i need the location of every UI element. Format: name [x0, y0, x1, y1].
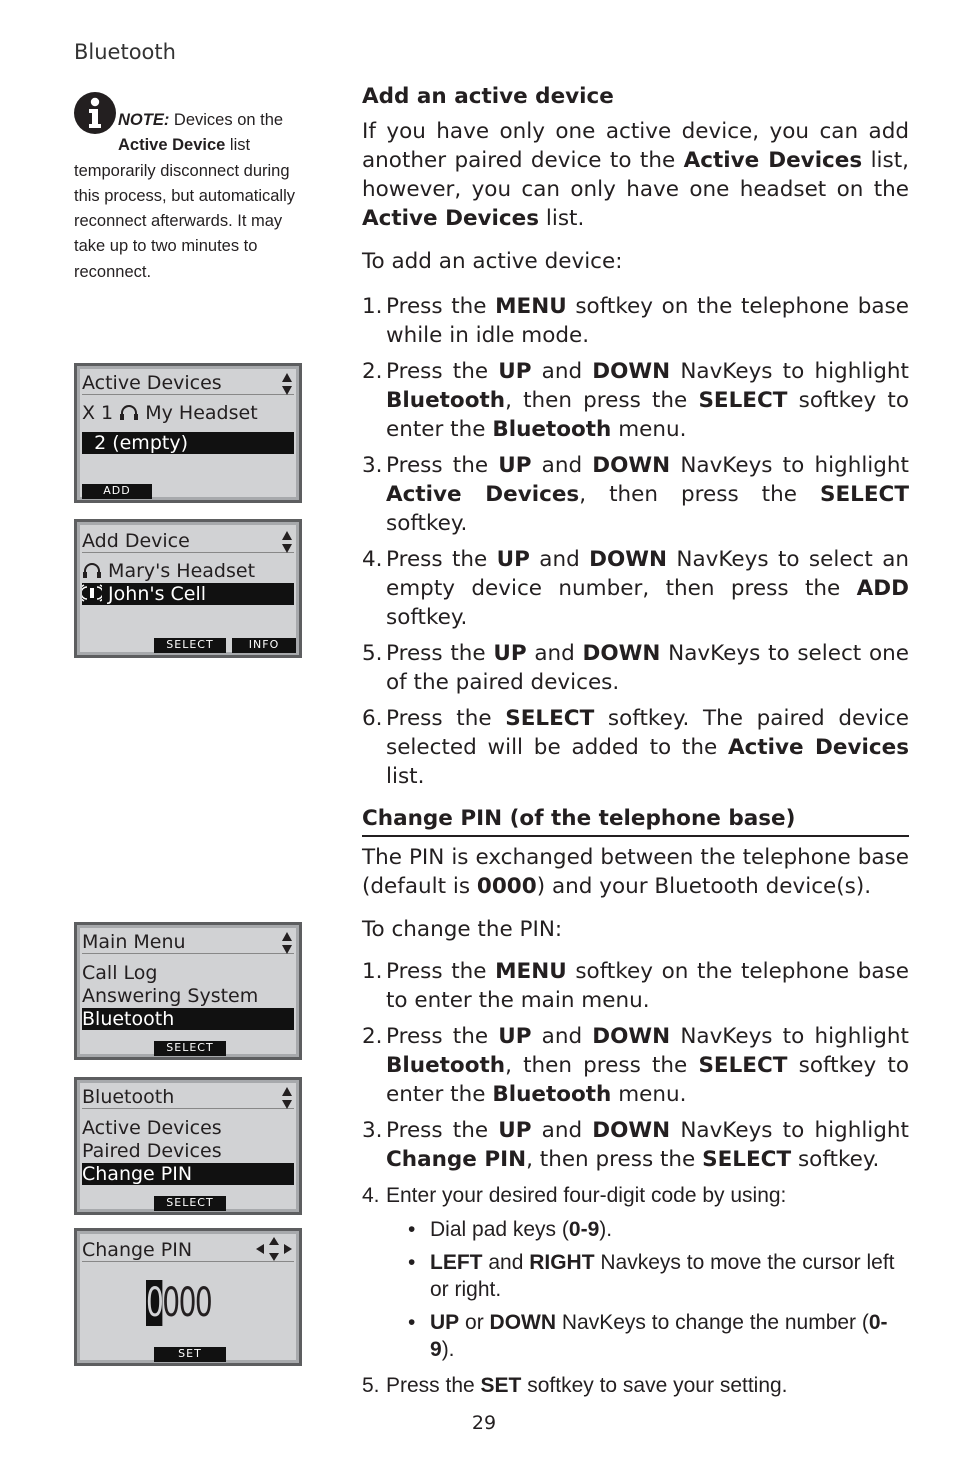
lcd-item-selected: Bluetooth: [82, 1008, 294, 1030]
list-item: 2. Press the UP and DOWN NavKeys to highlight Bluetooth, then press the SELECT softkey to enter the Bluetooth menu.: [362, 359, 909, 442]
headset-icon: [119, 403, 139, 421]
softkey-info: INFO: [232, 638, 296, 653]
softkey-set: SET: [154, 1347, 226, 1362]
lcd-title: Active Devices: [82, 372, 294, 395]
list-item: 3. Press the UP and DOWN NavKeys to highlight Change PIN, then press the SELECT softkey.: [362, 1118, 909, 1172]
cellphone-signal-icon: [82, 584, 102, 602]
pin-bullets: [406, 1216, 909, 1363]
lcd-bluetooth-menu: [74, 1077, 302, 1215]
list-item: • Dial pad keys (0-9).: [406, 1216, 909, 1243]
softkey-add: ADD: [82, 484, 152, 499]
lcd-title: Change PIN: [82, 1239, 294, 1262]
pin-display: 0000: [146, 1280, 212, 1326]
list-item: 3. Press the UP and DOWN NavKeys to highlight Active Devices, then press the SELECT softkey.: [362, 453, 909, 536]
pin-lead: To change the PIN:: [362, 917, 563, 942]
headset-icon: [82, 561, 102, 579]
lcd-item: Active Devices: [82, 1117, 222, 1139]
add-intro: If you have only one active device, you can add another paired device to the Active Devices list, however, you can only have one headset on the Active Devices list.: [362, 119, 909, 231]
updown-arrows-icon: [281, 1086, 293, 1110]
list-item: 1. Press the MENU softkey on the telephone base while in idle mode.: [362, 294, 909, 348]
pin-intro: The PIN is exchanged between the telephone base (default is 0000) and your Bluetooth device(s).: [362, 845, 909, 899]
list-item: 5. Press the UP and DOWN NavKeys to select one of the paired devices.: [362, 641, 909, 695]
list-item: • LEFT and RIGHT Navkeys to move the cursor left or right.: [406, 1249, 909, 1303]
lcd-change-pin: [74, 1228, 302, 1366]
heading-add-device: Add an active device: [362, 84, 614, 109]
lcd-item: X 1 My Headset: [82, 402, 258, 424]
lcd-item: Call Log: [82, 962, 158, 984]
lcd-add-device: [74, 519, 302, 658]
heading-change-pin: Change PIN (of the telephone base): [362, 804, 909, 837]
updown-arrows-icon: [281, 931, 293, 955]
list-item: 5. Press the SET softkey to save your setting.: [362, 1374, 788, 1397]
softkey-select: SELECT: [154, 638, 226, 653]
main-content: [362, 82, 909, 1400]
note-box: NOTE: Devices on theActive Device list temporarily disconnect during this process, but automatically reconnect afterwards. It may take up to two minutes to reconnect.: [74, 92, 304, 285]
lcd-item: Paired Devices: [82, 1140, 222, 1162]
section-label: Bluetooth: [74, 40, 176, 64]
lcd-main-menu: [74, 922, 302, 1060]
add-lead: To add an active device:: [362, 249, 623, 274]
lcd-item: Mary's Headset: [82, 560, 294, 582]
softkey-select: SELECT: [154, 1041, 226, 1056]
pin-steps: [362, 957, 909, 1210]
lcd-item-selected: Change PIN: [82, 1163, 294, 1185]
list-item: 2. Press the UP and DOWN NavKeys to highlight Bluetooth, then press the SELECT softkey to enter the Bluetooth menu.: [362, 1024, 909, 1107]
lcd-item-selected: 2 (empty): [82, 432, 294, 454]
pin-step5: [362, 1371, 909, 1400]
note-label: NOTE:: [118, 111, 170, 129]
softkey-select: SELECT: [154, 1196, 226, 1211]
updown-arrows-icon: [281, 372, 293, 396]
list-item: 1. Press the MENU softkey on the telephone base to enter the main menu.: [362, 959, 909, 1013]
list-item: • UP or DOWN NavKeys to change the number (0-9).: [406, 1309, 909, 1363]
page-number: 29: [471, 1412, 497, 1434]
info-icon: [74, 92, 116, 134]
lcd-title: Main Menu: [82, 931, 294, 954]
lcd-title: Add Device: [82, 530, 294, 553]
add-steps: [362, 292, 909, 791]
lcd-item: Answering System: [82, 985, 259, 1007]
list-item: 4. Press the UP and DOWN NavKeys to select an empty device number, then press the ADD softkey.: [362, 547, 909, 630]
lcd-title: Bluetooth: [82, 1086, 294, 1109]
list-item: 4. Enter your desired four-digit code by using:: [362, 1184, 787, 1207]
lcd-item-selected: John's Cell: [82, 583, 294, 605]
list-item: 6. Press the SELECT softkey. The paired device selected will be added to the Active Devices list.: [362, 706, 909, 789]
lcd-active-devices: [74, 363, 302, 503]
updown-arrows-icon: [281, 530, 293, 554]
four-way-arrows-icon: [254, 1236, 294, 1262]
